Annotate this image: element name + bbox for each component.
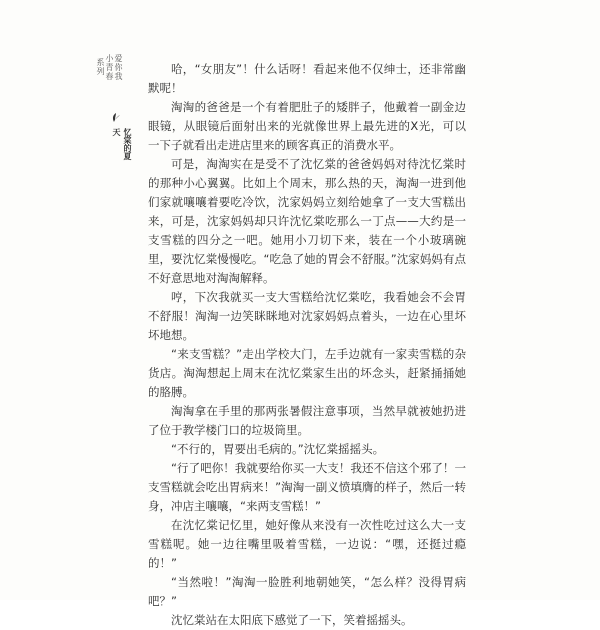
paragraph: 淘淘的爸爸是一个有着肥肚子的矮胖子，他戴着一副金边眼镜，从眼镜后面射出来的光就像世界上最先进的X光，可以一下子就看出走进店里来的顾客真正的消费水平。 [148,100,466,152]
paragraph: 淘淘拿在手里的那两张暑假注意事项，当然早就被她扔进了位于教学楼门口的垃圾筒里。 [148,404,466,437]
series-sidebar [94,54,132,164]
paragraph: 哈，“女朋友”！什么话呀！看起来他不仅绅士，还非常幽默呢！ [148,62,466,95]
series-label: 系列 [96,58,105,76]
body-text [148,60,466,630]
series-title-column-1: 小青春 [105,54,114,81]
paragraph: “来支雪糕？”走出学校大门，左手边就有一家卖雪糕的杂货店。淘淘想起上周末在沈忆棠家生出的坏念头，赶紧捅捅她的胳膊。 [148,347,466,399]
paragraph: “不行的，胃要出毛病的。”沈忆棠摇摇头。 [171,442,385,456]
paragraph: “行了吧你！我就要给你买一大支！我还不信这个邪了！一支雪糕就会吃出胃病来！”淘淘一副义愤填膺的样子，然后一转身，冲店主嚷嚷，“来两支雪糕！” [148,461,466,513]
paragraph: 哼，下次我就买一支大雪糕给沈忆棠吃，我看她会不会胃不舒服！淘淘一边笑眯眯地对沈家妈妈点着头，一边在心里坏坏地想。 [148,290,466,342]
paragraph: 可是，淘淘实在是受不了沈忆棠的爸爸妈妈对待沈忆棠时的那种小心翼翼。比如上个周末，那么热的天，淘淘一进到他们家就嚷嚷着要吃冷饮，沈家妈妈立刻给她拿了一支大雪糕出来，可是，沈家妈妈却只许沈忆棠吃那么一丁点——大约是一支雪糕的四分之一吧。她用小刀切下来，装在一个小玻璃碗里，要沈忆棠慢慢吃。“吃急了她的胃会不舒服。”沈家妈妈有点不好意思地对淘淘解释。 [148,157,466,285]
book-logo-icon [110,112,122,124]
book-title: 忆棠的夏天 [112,128,132,160]
paragraph: “当然啦！”淘淘一脸胜利地朝她笑，“怎么样？没得胃病吧？” [148,575,466,608]
paragraph: 在沈忆棠记忆里，她好像从来没有一次性吃过这么大一支雪糕呢。她一边往嘴里吸着雪糕，一边说：“嘿，还挺过瘾的！” [148,518,466,570]
paragraph: 沈忆棠站在太阳底下感觉了一下，笑着摇摇头。 [171,613,413,627]
series-title-column-2: 爱你我 [114,54,123,81]
